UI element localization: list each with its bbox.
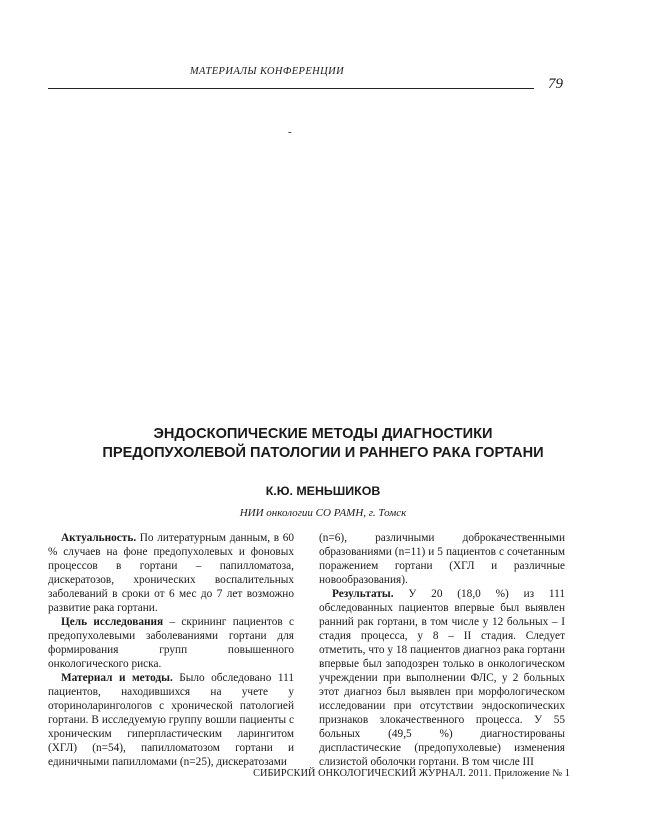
page-number: 79 <box>548 76 563 92</box>
header-rule <box>48 88 534 89</box>
paragraph-results <box>319 587 565 769</box>
paragraph-aim <box>48 615 294 671</box>
paragraph-methods-continued: (n=6), различными доброкачественными образованиями (n=11) и 5 пациентов с сочетанным поражением гортани (ХГЛ и различные новообразования). <box>319 532 565 586</box>
paragraph-relevance <box>48 531 294 615</box>
heading-results: Результаты. <box>332 588 394 600</box>
stray-mark: - <box>288 126 292 138</box>
heading-aim: Цель исследования <box>61 616 164 628</box>
paragraph-methods <box>48 671 294 769</box>
column-left <box>48 531 294 769</box>
affiliation: НИИ онкологии СО РАМН, г. Томск <box>239 507 407 519</box>
article-title <box>0 425 646 463</box>
text-relevance: По литературным данным, в 60 % случаев на фоне предопухолевых и фоновых процессов в гортани – папилломатоза, дискератозов, хронических воспалительных заболеваний в сроки от 6 мес до 7 лет возможно развитие рака гортани. <box>48 532 294 614</box>
column-right <box>319 531 565 769</box>
author: К.Ю. МЕНЬШИКОВ <box>265 484 381 498</box>
title-line-2: ПРЕДОПУХОЛЕВОЙ ПАТОЛОГИИ И РАННЕГО РАКА ГОРТАНИ <box>102 445 544 461</box>
heading-relevance: Актуальность. <box>61 532 137 544</box>
title-line-1: ЭНДОСКОПИЧЕСКИЕ МЕТОДЫ ДИАГНОСТИКИ <box>153 426 493 442</box>
text-aim: – скрининг пациентов с предопухолевыми заболеваниями гортани для формирования групп повышенного онкологического риска. <box>48 616 294 670</box>
journal-footer: СИБИРСКИЙ ОНКОЛОГИЧЕСКИЙ ЖУРНАЛ. 2011. Приложение № 1 <box>253 768 570 779</box>
heading-methods: Материал и методы. <box>61 672 173 684</box>
text-methods: Было обследовано 111 пациентов, находившихся на учете у оториноларингологов с хронической патологией гортани. В исследуемую группу вошли пациенты с хроническим гиперпластическим ларингитом (ХГЛ) (n=54), папилломатозом гортани и единичными папилломами (n=25), дискератозами <box>48 672 294 768</box>
running-head: МАТЕРИАЛЫ КОНФЕРЕНЦИИ <box>189 66 345 77</box>
text-results: У 20 (18,0 %) из 111 обследованных пациентов впервые был выявлен ранний рак гортани, в том числе у 12 больных – I стадия процесса, у 8 – II стадия. Следует отметить, что у 18 пациентов диагноз рака гортани впервые был заподозрен только в онкологическом учреждении при выполнении ФЛС, у 2 больных этот диагноз был выявлен при морфологическом исследовании при отсутствии эндоскопических признаков злокачественного процесса. У 55 больных (49,5 %) диагностированы диспластические (предопухолевые) изменения слизистой оболочки гортани. В том числе III <box>319 588 565 768</box>
